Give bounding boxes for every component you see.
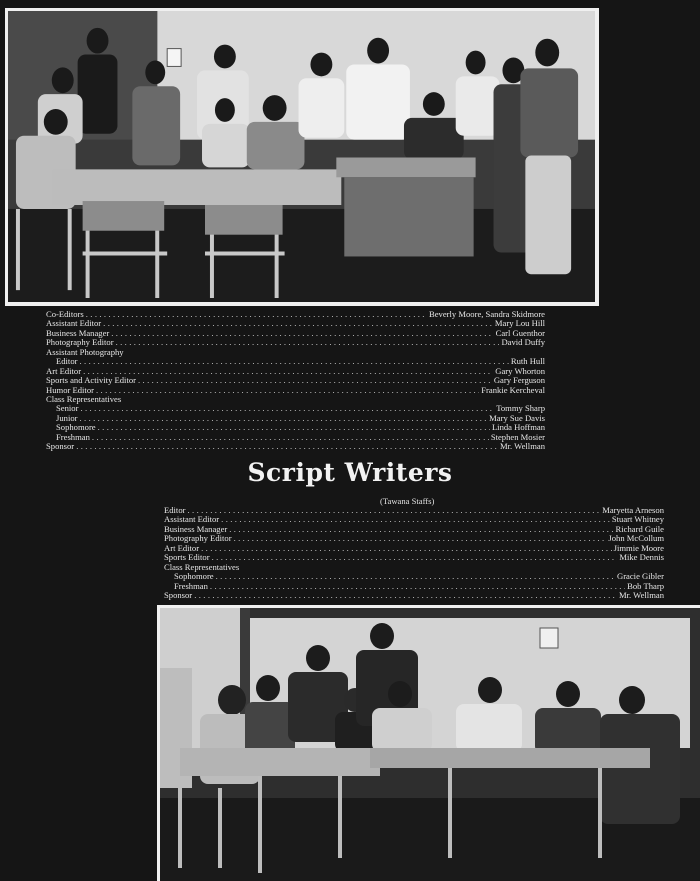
staff-role: Sports and Activity Editor xyxy=(46,376,136,386)
staff-role: Assistant Photography xyxy=(46,347,124,357)
staff-row xyxy=(46,310,545,319)
staff-member: Stephen Mosier xyxy=(490,432,545,442)
staff-row xyxy=(46,414,545,423)
script-writers-staff-list xyxy=(164,506,664,600)
staff-row xyxy=(164,591,664,600)
staff-role: Business Manager xyxy=(164,524,228,534)
staff-role: Senior xyxy=(56,404,79,414)
staff-member: Gracie Gibler xyxy=(616,572,664,582)
staff-member: Stuart Whitney xyxy=(611,515,664,525)
staff-member: Jimmie Moore xyxy=(613,543,664,553)
staff-row-heading xyxy=(46,348,545,357)
staff-row xyxy=(46,442,545,451)
staff-member: Mr. Wellman xyxy=(500,442,545,452)
staff-member: Carl Guenthor xyxy=(495,328,545,338)
staff-role: Co-Editors xyxy=(46,310,84,319)
staff-role: Junior xyxy=(56,413,78,423)
staff-role: Editor xyxy=(56,357,78,367)
staff-row xyxy=(164,506,664,515)
staff-role: Sponsor xyxy=(164,590,193,600)
photo-bottom-image xyxy=(160,608,700,881)
tawana-staff-list xyxy=(46,310,545,452)
staff-row-heading xyxy=(164,563,664,572)
staff-role: Photography Editor xyxy=(164,534,232,544)
staff-row xyxy=(46,367,545,376)
staff-role: Business Manager xyxy=(46,328,110,338)
staff-row-heading xyxy=(46,395,545,404)
staff-member: Linda Hoffman xyxy=(491,423,545,433)
staff-row xyxy=(164,582,664,591)
staff-row xyxy=(164,515,664,524)
staff-photo-bottom xyxy=(157,605,700,881)
staff-row xyxy=(164,525,664,534)
staff-role: Class Representatives xyxy=(46,394,122,404)
staff-member: David Duffy xyxy=(501,338,545,348)
staff-role: Assistant Editor xyxy=(164,515,220,525)
staff-role: Class Representatives xyxy=(164,562,240,572)
staff-row xyxy=(46,404,545,413)
staff-role: Art Editor xyxy=(164,543,200,553)
staff-member: Mary Lou Hill xyxy=(494,319,545,329)
staff-member: Richard Guile xyxy=(615,524,664,534)
staff-role: Sophomore xyxy=(174,572,214,582)
staff-row xyxy=(46,386,545,395)
staff-row xyxy=(46,338,545,347)
staff-member: Ruth Hull xyxy=(510,357,545,367)
staff-member: Mr. Wellman xyxy=(619,590,664,600)
staff-row xyxy=(164,544,664,553)
staff-role: Freshman xyxy=(174,581,208,591)
staff-member: Mike Dennis xyxy=(619,553,664,563)
staff-role: Sports Editor xyxy=(164,553,210,563)
staff-role: Freshman xyxy=(56,432,90,442)
section-subtitle: (Tawana Staffs) xyxy=(380,496,435,506)
staff-row xyxy=(46,319,545,328)
staff-row xyxy=(46,357,545,366)
staff-role: Photography Editor xyxy=(46,338,114,348)
staff-member: Frankie Kercheval xyxy=(481,385,545,395)
staff-member: Gary Ferguson xyxy=(493,376,545,386)
section-title: Script Writers xyxy=(247,458,453,487)
staff-member: Tommy Sharp xyxy=(496,404,545,414)
staff-photo-top xyxy=(5,8,599,306)
staff-member: Mary Sue Davis xyxy=(489,413,545,423)
staff-row xyxy=(46,433,545,442)
staff-role: Sophomore xyxy=(56,423,96,433)
staff-member: Beverly Moore, Sandra Skidmore xyxy=(429,310,545,319)
staff-role: Editor xyxy=(164,506,186,515)
staff-row xyxy=(164,572,664,581)
staff-member: Bob Tharp xyxy=(627,581,664,591)
staff-row xyxy=(46,329,545,338)
staff-member: John McCollum xyxy=(608,534,664,544)
photo-top-image xyxy=(8,11,595,302)
staff-role: Humor Editor xyxy=(46,385,94,395)
staff-role: Assistant Editor xyxy=(46,319,102,329)
staff-row xyxy=(164,553,664,562)
staff-role: Art Editor xyxy=(46,366,82,376)
staff-row xyxy=(46,376,545,385)
staff-row xyxy=(164,534,664,543)
staff-role: Sponsor xyxy=(46,442,75,452)
staff-row xyxy=(46,423,545,432)
staff-member: Gary Whorton xyxy=(495,366,545,376)
staff-member: Maryetta Arneson xyxy=(602,506,664,515)
